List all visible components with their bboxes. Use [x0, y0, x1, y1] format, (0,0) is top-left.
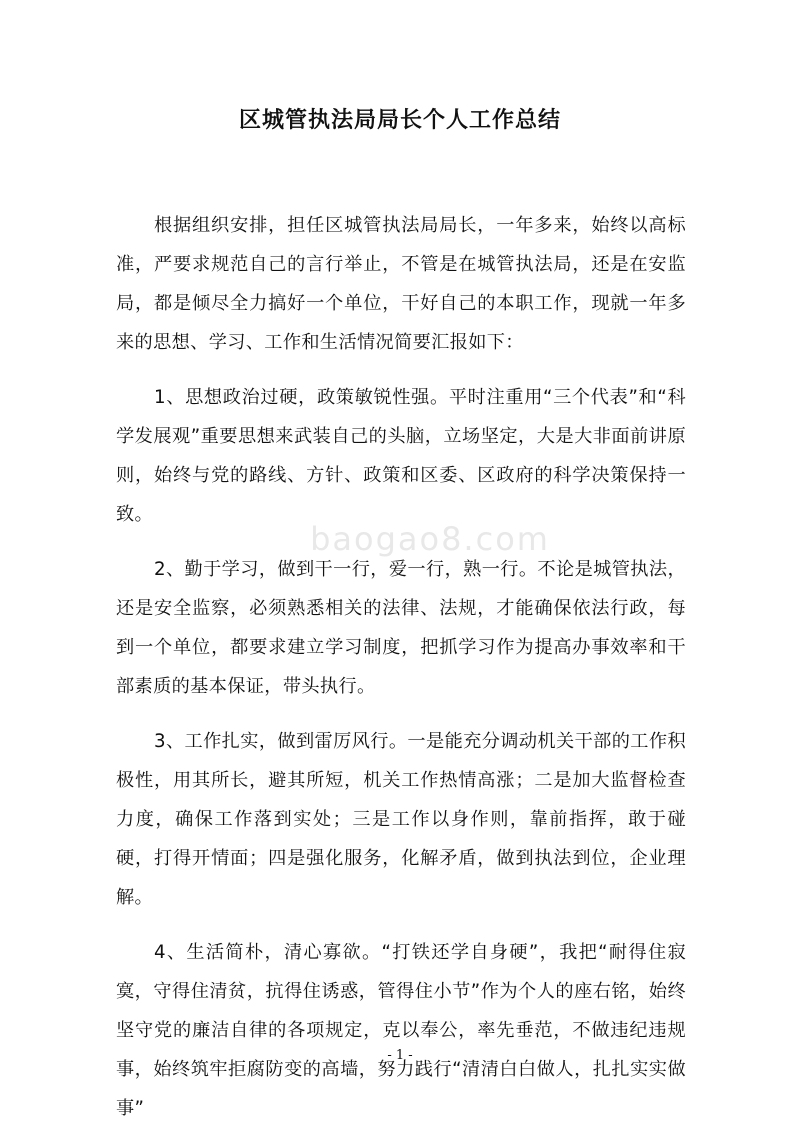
paragraph-intro: 根据组织安排，担任区城管执法局局长，一年多来，始终以高标准，严要求规范自己的言行举止，不管是在城管执法局，还是在安监局，都是倾尽全力搞好一个单位，干好自己的本职工作，现就一年多来的思想、学习、工作和生活情况简要汇报如下： — [116, 215, 686, 353]
watermark: baogao8.com — [310, 520, 550, 558]
document-body — [116, 206, 686, 1144]
paragraph-2: 2、勤于学习，做到干一行，爱一行，熟一行。不论是城管执法，还是安全监察，必须熟悉相关的法律、法规，才能确保依法行政，每到一个单位，都要求建立学习制度，把抓学习作为提高办事效率和干部素质的基本保证，带头执行。 — [116, 559, 686, 697]
document-title: 区城管执法局局长个人工作总结 — [238, 108, 561, 133]
paragraph-4: 4、生活简朴，清心寡欲。“打铁还学自身硬”，我把“耐得住寂寞，守得住清贫，抗得住诱惑，管得住小节”作为个人的座右铭，始终坚守党的廉洁自律的各项规定，克以奉公，率先垂范，不做违纪违规事，始终筑牢拒腐防变的高墙，努力践行“清清白白做人，扎扎实实做事” — [116, 942, 686, 1119]
paragraph-3: 3、工作扎实，做到雷厉风行。一是能充分调动机关干部的工作积极性，用其所长，避其所短，机关工作热情高涨；二是加大监督检查力度，确保工作落到实处；三是工作以身作则，靠前指挥，敢于碰硬，打得开情面；四是强化服务，化解矛盾，做到执法到位，企业理解。 — [116, 731, 686, 908]
page-number: - 1 - — [387, 1048, 413, 1063]
paragraph-1: 1、思想政治过硬，政策敏锐性强。平时注重用“三个代表”和“科学发展观”重要思想来武装自己的头脑，立场坚定，大是大非面前讲原则，始终与党的路线、方针、政策和区委、区政府的科学决策保持一致。 — [116, 387, 686, 525]
